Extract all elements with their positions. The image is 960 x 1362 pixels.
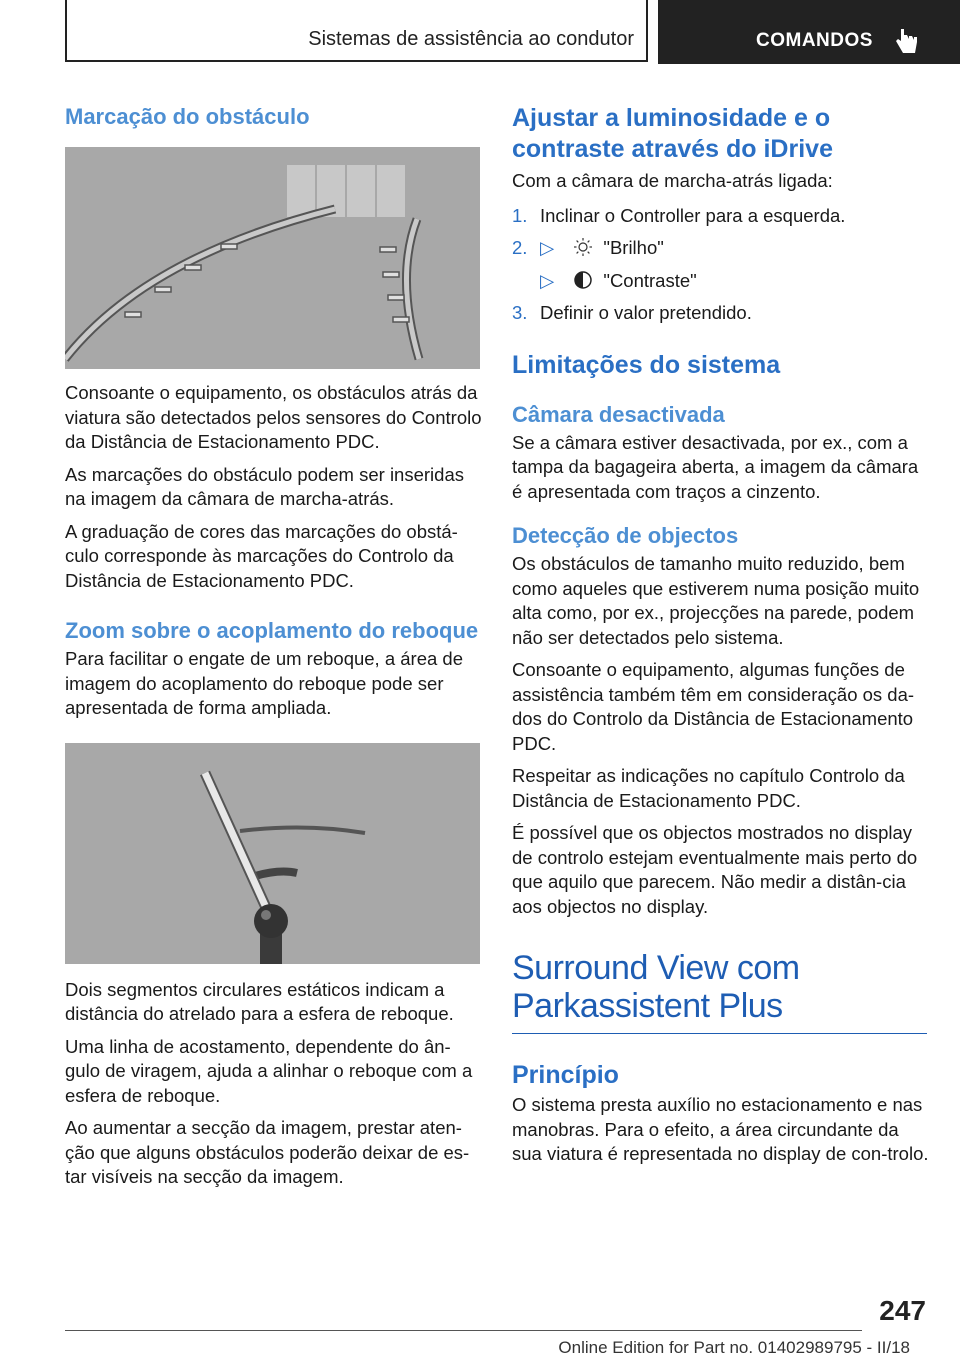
page-number: 247 (879, 1295, 926, 1326)
heading-surround-view: Surround View com Parkassistent Plus (512, 949, 927, 1034)
list-item (512, 236, 930, 293)
list-item (512, 204, 930, 229)
left-column (65, 103, 483, 1190)
paragraph: Com a câmara de marcha-atrás ligada: (512, 170, 833, 191)
paragraph: Os obstáculos de tamanho muito reduzido, bem como aqueles que estiverem numa posição muito alta como, por ex., projecções na parede, podem não ser detectados pelo sistema. (512, 553, 920, 648)
footer-edition: Online Edition for Part no. 01402989795 - II/18 (558, 1338, 910, 1357)
paragraph: Respeitar as indicações no capítulo Controlo da Distância de Estacionamento PDC. (512, 765, 905, 811)
sub-item (512, 269, 930, 294)
header-section-title: Sistemas de assistência ao condutor (308, 28, 634, 50)
right-column (512, 103, 930, 1167)
step-number: 1. (512, 204, 528, 226)
sub-marker: ▷ (540, 237, 555, 258)
paragraph: Se a câmara estiver desactivada, por ex., com a tampa da bagageira aberta, a imagem da câmara é apresentada com traços a cinzento. (512, 431, 919, 502)
step-number: 2. (512, 237, 528, 258)
heading-obstacle-marking: Marcação do obstáculo (65, 104, 310, 129)
heading-tow-zoom: Zoom sobre o acoplamento do reboque (65, 618, 479, 643)
paragraph: Dois segmentos circulares estáticos indicam a distância do atrelado para a esfera de reboque. (65, 978, 454, 1024)
heading-system-limits: Limitações do sistema (512, 350, 781, 379)
heading-object-detection: Detecção de objectos (512, 523, 739, 548)
paragraph: Para facilitar o engate de um reboque, a área de imagem do acoplamento do reboque pode ser apresentada de forma ampliada. (65, 648, 464, 718)
paragraph: Consoante o equipamento, os obstáculos atrás da viatura são detectados pelos sensores do Controlo da Distância de Estacionamento PDC. (65, 382, 482, 452)
step-number: 3. (512, 302, 528, 323)
sun-icon (573, 237, 593, 257)
paragraph: É possível que os objectos mostrados no display de controlo estejam eventualmente mais perto do que aquilo que parecem. Não medir a distân-cia aos objectos no display. (512, 822, 918, 917)
sub-marker: ▷ (540, 269, 555, 291)
obstacle-marking-figure (65, 147, 480, 369)
header-section-box (65, 0, 648, 62)
hand-pointer-icon (896, 27, 918, 55)
paragraph: Uma linha de acostamento, dependente do ân-gulo de viragem, ajuda a alinhar o reboque com a esfera de reboque. (65, 1035, 473, 1106)
paragraph: A graduação de cores das marcações do obstá-culo corresponde às marcações do Controlo da Distância de Estacionamento PDC. (65, 520, 458, 591)
paragraph: As marcações do obstáculo podem ser inseridas na imagem da câmara de marcha-atrás. (65, 463, 464, 509)
footer-divider (65, 1330, 862, 1331)
contrast-icon (573, 270, 593, 290)
step-text: Inclinar o Controller para a esquerda. (540, 204, 846, 226)
heading-principle: Princípio (512, 1061, 619, 1089)
tow-hitch-figure (65, 743, 480, 964)
paragraph: O sistema presta auxílio no estacionamento e nas manobras. Para o efeito, a área circundante da sua viatura é representada no display de con-trolo. (512, 1094, 929, 1164)
paragraph: Ao aumentar a secção da imagem, prestar aten-ção que alguns obstáculos poderão deixar de es-tar visíveis na secção da imagem. (65, 1117, 470, 1187)
header-chapter-box (658, 0, 960, 64)
steps-list (512, 204, 930, 326)
step-text: Definir o valor pretendido. (540, 302, 752, 323)
header-chapter-title: COMANDOS (756, 30, 873, 51)
brightness-label: "Brilho" (603, 237, 664, 258)
heading-camera-deactivated: Câmara desactivada (512, 401, 725, 427)
tow-hitch-image (65, 743, 480, 964)
camera-obstacle-image (65, 147, 480, 369)
contrast-label: "Contraste" (603, 269, 697, 291)
paragraph: Consoante o equipamento, algumas funções de assistência também têm em consideração os da-dos do Controlo da Distância de Estacionamento PDC. (512, 659, 915, 754)
list-item (512, 301, 930, 326)
heading-brightness-contrast: Ajustar a luminosidade e o contraste através do iDrive (512, 104, 833, 163)
